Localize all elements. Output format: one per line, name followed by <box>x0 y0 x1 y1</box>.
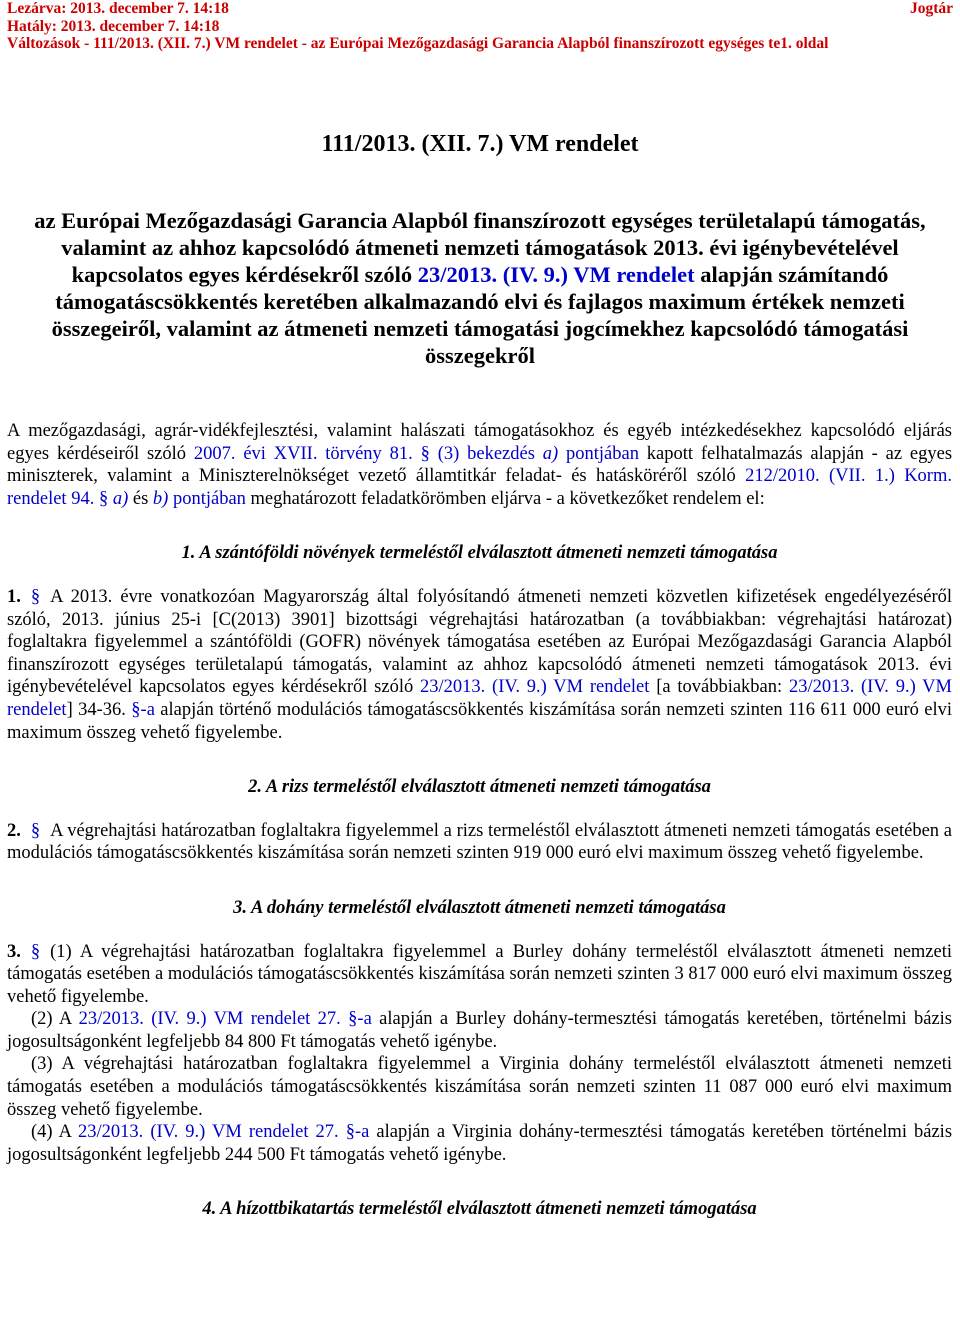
point-a-label-2: a) <box>112 488 129 509</box>
section-a-link[interactable]: §-a <box>131 699 155 720</box>
effective-date: Hatály: 2013. december 7. 14:18 <box>7 17 220 35</box>
paragraph-3-1 <box>7 941 952 1009</box>
paragraph-1-text-1: A 2013. évre vonatkozóan Magyarország által folyósítandó átmeneti nemzeti közvetlen kifizetések engedélyezéséről szóló, 2013. június 25-i [C(2013) 3901] bizottsági végrehajtási határozatban (a továbbiakban: végrehajtási határozat) foglaltakra figyelemmel a szántóföldi (GOFR) növények támogatása esetében az Európai Mezőgazdasági Garancia Alapból finanszírozott egységes területalapú támogatás, valamint az ahhoz kapcsolódó átmeneti nemzeti támogatások 2013. évi igénybevételével kapcsolatos egyes kérdésekről szóló <box>7 586 952 698</box>
paragraph-1-text-3: ] 34-36. <box>66 699 132 720</box>
paragraph-3-4 <box>7 1121 952 1166</box>
preamble-text-1: A mezőgazdasági, agrár-vidékfejlesztési, valamint halászati támogatásokhoz és egyéb intézkedésekhez kapcsolódó eljárás egyes kérdéseiről szóló <box>7 421 952 464</box>
section-sign-icon-2[interactable] <box>31 820 40 843</box>
section-a-link-2[interactable]: §-a <box>348 1009 372 1030</box>
law-link[interactable]: 2007. évi XVII. törvény 81. <box>193 443 413 464</box>
paragraph-3-2-text-2: alapján a Burley dohány-termesztési támogatás keretében, történelmi bázis jogosultságonként legfeljebb 84 800 Ft támogatás vehető igénybe. <box>7 1009 953 1052</box>
rendelet-link-1[interactable]: 23/2013. (IV. 9.) VM rendelet <box>420 677 650 698</box>
point-b-link[interactable] <box>153 489 168 509</box>
paragraph-number-3: 3. <box>7 941 21 962</box>
preamble-text-3: és <box>128 488 153 509</box>
paragraph-2-text: A végrehajtási határozatban foglaltakra figyelemmel a rizs termeléstől elválasztott átmeneti nemzeti támogatás esetében a modulációs támogatáscsökkentés kiszámítása során nemzeti szinten 919 000 euró elvi maximum összeg vehető figyelembe. <box>7 820 952 864</box>
point-link-2[interactable]: pontjában <box>172 488 246 509</box>
point-a-link-2[interactable] <box>113 489 128 509</box>
rendelet-27-link[interactable]: 23/2013. (IV. 9.) VM rendelet 27. <box>78 1009 341 1030</box>
section-sign-link[interactable]: § <box>420 443 430 464</box>
paragraph-3-2 <box>7 1008 952 1053</box>
document-subtitle <box>22 207 938 369</box>
section-sign-link-p3[interactable]: § <box>30 941 41 962</box>
preamble-text-2: kapott felhatalmazás alapján - az egyes miniszterek, valamint a Miniszterelnökséget vezető államtitkár feladat- és hatásköréről szóló <box>7 443 953 487</box>
document-title: 111/2013. (XII. 7.) VM rendelet <box>321 131 639 157</box>
section-sign-icon-3[interactable] <box>31 941 40 964</box>
paragraph-1-text-2: [a továbbiakban: <box>649 677 789 698</box>
closed-date: Lezárva: 2013. december 7. 14:18 <box>7 0 229 17</box>
paragraph-3-2-text-1: (2) A <box>31 1009 79 1030</box>
paragraph-link[interactable]: (3) bekezdés <box>437 443 535 464</box>
jogtar-brand: Jogtár <box>909 0 953 17</box>
section-heading-4: 4. A hízottbikatartás termeléstől elválasztott átmeneti nemzeti támogatása <box>202 1199 757 1220</box>
point-a-label: a) <box>542 443 559 464</box>
decree-link[interactable]: 212/2010. (VII. 1.) Korm. rendelet 94. <box>7 466 952 509</box>
changes-line: Változások - 111/2013. (XII. 7.) VM rendelet - az Európai Mezőgazdasági Garancia Alapból finanszírozott egységes te1. oldal <box>7 35 829 52</box>
paragraph-3-4-text-2: alapján a Virginia dohány-termesztési támogatás keretében történelmi bázis jogosultságonként legfeljebb 244 500 Ft támogatás vehető igénybe. <box>7 1122 953 1165</box>
paragraph-number-2: 2. <box>7 820 21 841</box>
paragraph-number-1: 1. <box>7 586 21 607</box>
paragraph-2 <box>7 820 952 865</box>
preamble-text-4: meghatározott feladatkörömben eljárva - a következőket rendelem el: <box>245 488 765 509</box>
section-sign-icon[interactable] <box>31 586 40 609</box>
section-a-link-3[interactable]: §-a <box>345 1122 370 1143</box>
page-header <box>7 0 953 53</box>
paragraph-1-text-4: alapján történő modulációs támogatáscsökkentés kiszámítása során nemzeti szinten 116 611 000 euró elvi maximum összeg vehető figyelembe. <box>7 699 952 743</box>
section-heading-1: 1. A szántóföldi növények termeléstől elválasztott átmeneti nemzeti támogatása <box>181 543 778 564</box>
point-link[interactable]: pontjában <box>566 443 639 464</box>
section-sign-link-p1[interactable]: § <box>30 586 41 607</box>
paragraph-3-3: (3) A végrehajtási határozatban foglaltakra figyelemmel a Virginia dohány termeléstől elválasztott átmeneti nemzeti támogatás esetében a modulációs támogatáscsökkentés kiszámítása során nemzeti szinten 11 087 000 euró elvi maximum összeg vehető figyelembe. <box>7 1054 952 1120</box>
subtitle-link[interactable]: 23/2013. (IV. 9.) VM rendelet <box>417 262 695 287</box>
subtitle-text-1: az Európai Mezőgazdasági Garancia Alapból finanszírozott egységes területalapú támogatás, valamint az ahhoz kapcsolódó átmeneti nemzeti támogatások 2013. évi igénybevételével kapcsolatos egyes kérdésekről szóló <box>34 208 926 287</box>
point-b-label: b) <box>152 488 169 509</box>
document-body <box>7 420 952 1221</box>
paragraph-1 <box>7 586 952 744</box>
section-heading-2: 2. A rizs termeléstől elválasztott átmeneti nemzeti támogatása <box>248 777 711 798</box>
header-row-closed <box>7 0 953 18</box>
paragraph-3-4-text-1: (4) A <box>31 1122 78 1143</box>
section-sign-link-p2[interactable]: § <box>30 820 41 841</box>
point-a-link[interactable] <box>543 444 558 464</box>
paragraph-3-1-text: (1) A végrehajtási határozatban foglaltakra figyelemmel a Burley dohány termeléstől elválasztott átmeneti nemzeti támogatás esetében a modulációs támogatáscsökkentés kiszámítása során nemzeti szinten 3 817 000 euró elvi maximum összeg vehető figyelembe. <box>7 941 952 1007</box>
subtitle-text-2: alapján számítandó támogatáscsökkentés keretében alkalmazandó elvi és fajlagos maximum értékek nemzeti összegeiről, valamint az átmeneti nemzeti támogatási jogcímekhez kapcsolódó támogatási összegekről <box>51 262 909 368</box>
section-sign-link-2[interactable]: § <box>98 488 109 509</box>
section-heading-3: 3. A dohány termeléstől elválasztott átmeneti nemzeti támogatása <box>233 897 726 918</box>
rendelet-27-link-2[interactable]: 23/2013. (IV. 9.) VM rendelet 27. <box>78 1122 339 1143</box>
preamble <box>7 420 952 510</box>
rendelet-link-2[interactable]: 23/2013. (IV. 9.) VM rendelet <box>7 677 952 720</box>
